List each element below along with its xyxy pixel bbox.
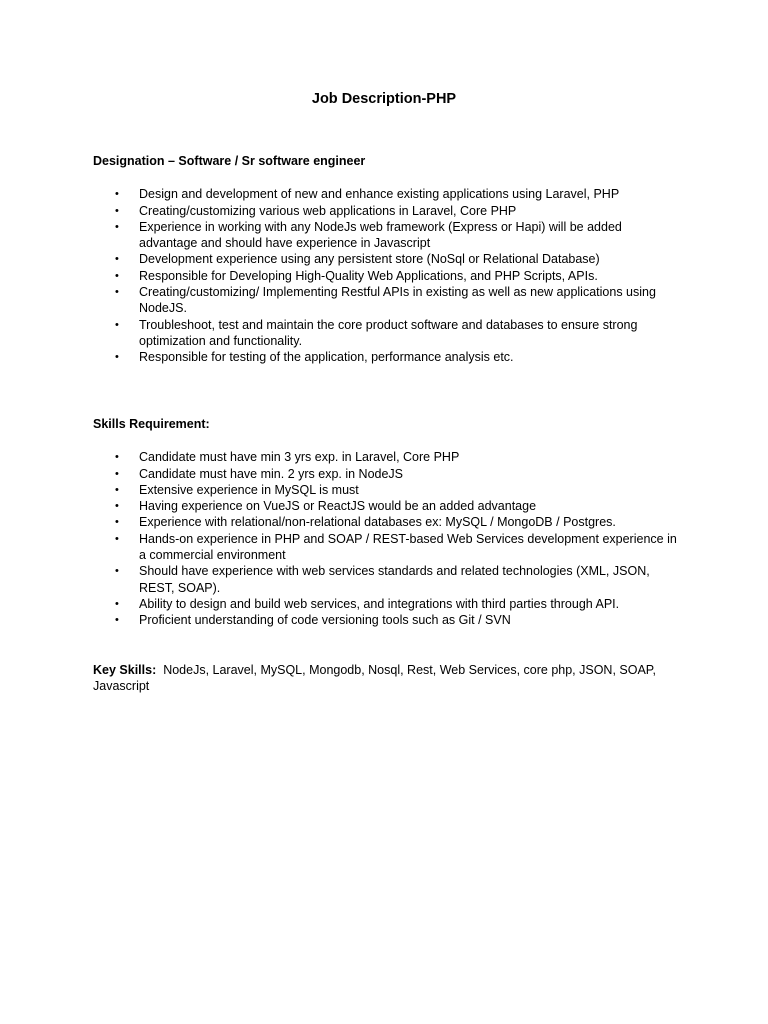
list-item-text: Creating/customizing/ Implementing Restful APIs in existing as well as new applications using NodeJS. [139,285,656,316]
bullet-icon: • [115,532,119,545]
list-item-text: Should have experience with web services standards and related technologies (XML, JSON, REST, SOAP). [139,564,650,595]
list-item-text: Troubleshoot, test and maintain the core product software and databases to ensure strong optimization and functionality. [139,317,638,348]
list-item [93,531,683,564]
bullet-icon: • [115,318,119,331]
list-item [93,284,683,317]
designation-list [93,186,683,365]
bullet-icon: • [115,286,119,299]
list-item-text: Responsible for testing of the application, performance analysis etc. [139,350,514,365]
list-item-text: Hands-on experience in PHP and SOAP / REST-based Web Services development experience in a commercial environment [139,531,677,563]
list-item [93,563,683,596]
skills-list [93,449,683,628]
bullet-icon: • [115,516,119,529]
bullet-icon: • [115,220,119,233]
designation-section [93,153,683,366]
designation-heading: Designation – Software / Sr software engineer [93,154,366,168]
bullet-icon: • [115,483,119,496]
list-item [93,596,683,612]
list-item [93,186,683,202]
skills-section [93,416,683,629]
list-item-text: Experience with relational/non-relational databases ex: MySQL / MongoDB / Postgres. [139,515,616,530]
list-item-text: Candidate must have min 3 yrs exp. in Laravel, Core PHP [139,450,460,465]
list-item [93,251,683,267]
list-item-text: Proficient understanding of code versioning tools such as Git / SVN [139,613,511,628]
list-item-text: Candidate must have min. 2 yrs exp. in NodeJS [139,466,404,481]
bullet-icon: • [115,269,119,282]
bullet-icon: • [115,467,119,480]
list-item-text: Extensive experience in MySQL is must [139,482,359,497]
key-skills-text: NodeJs, Laravel, MySQL, Mongodb, Nosql, Rest, Web Services, core php, JSON, SOAP, Javascript [93,663,656,694]
bullet-icon: • [115,500,119,513]
list-item [93,612,683,628]
key-skills-paragraph [93,662,683,695]
bullet-icon: • [115,204,119,217]
list-item [93,466,683,482]
bullet-icon: • [115,188,119,201]
list-item-text: Design and development of new and enhance existing applications using Laravel, PHP [139,187,620,202]
list-item [93,203,683,219]
list-item [93,317,683,350]
list-item [93,349,683,365]
list-item [93,268,683,284]
list-item-text: Responsible for Developing High-Quality Web Applications, and PHP Scripts, APIs. [139,268,598,283]
list-item-text: Having experience on VueJS or ReactJS would be an added advantage [139,499,537,514]
list-item [93,498,683,514]
list-item-text: Experience in working with any NodeJs web framework (Express or Hapi) will be added advantage and should have experience in Javascript [139,219,622,251]
list-item [93,482,683,498]
bullet-icon: • [115,451,119,464]
document-title: Job Description-PHP [311,91,457,107]
list-item [93,219,683,252]
bullet-icon: • [115,351,119,364]
bullet-icon: • [115,614,119,627]
bullet-icon: • [115,253,119,266]
list-item-text: Ability to design and build web services, and integrations with third parties through API. [139,596,620,611]
key-skills-label: Key Skills: [93,663,157,677]
bullet-icon: • [115,565,119,578]
list-item-text: Creating/customizing various web applications in Laravel, Core PHP [139,203,517,218]
skills-heading: Skills Requirement: [93,417,210,431]
key-skills-section [93,662,683,695]
bullet-icon: • [115,597,119,610]
list-item [93,514,683,530]
list-item [93,449,683,465]
list-item-text: Development experience using any persistent store (NoSql or Relational Database) [139,252,600,267]
